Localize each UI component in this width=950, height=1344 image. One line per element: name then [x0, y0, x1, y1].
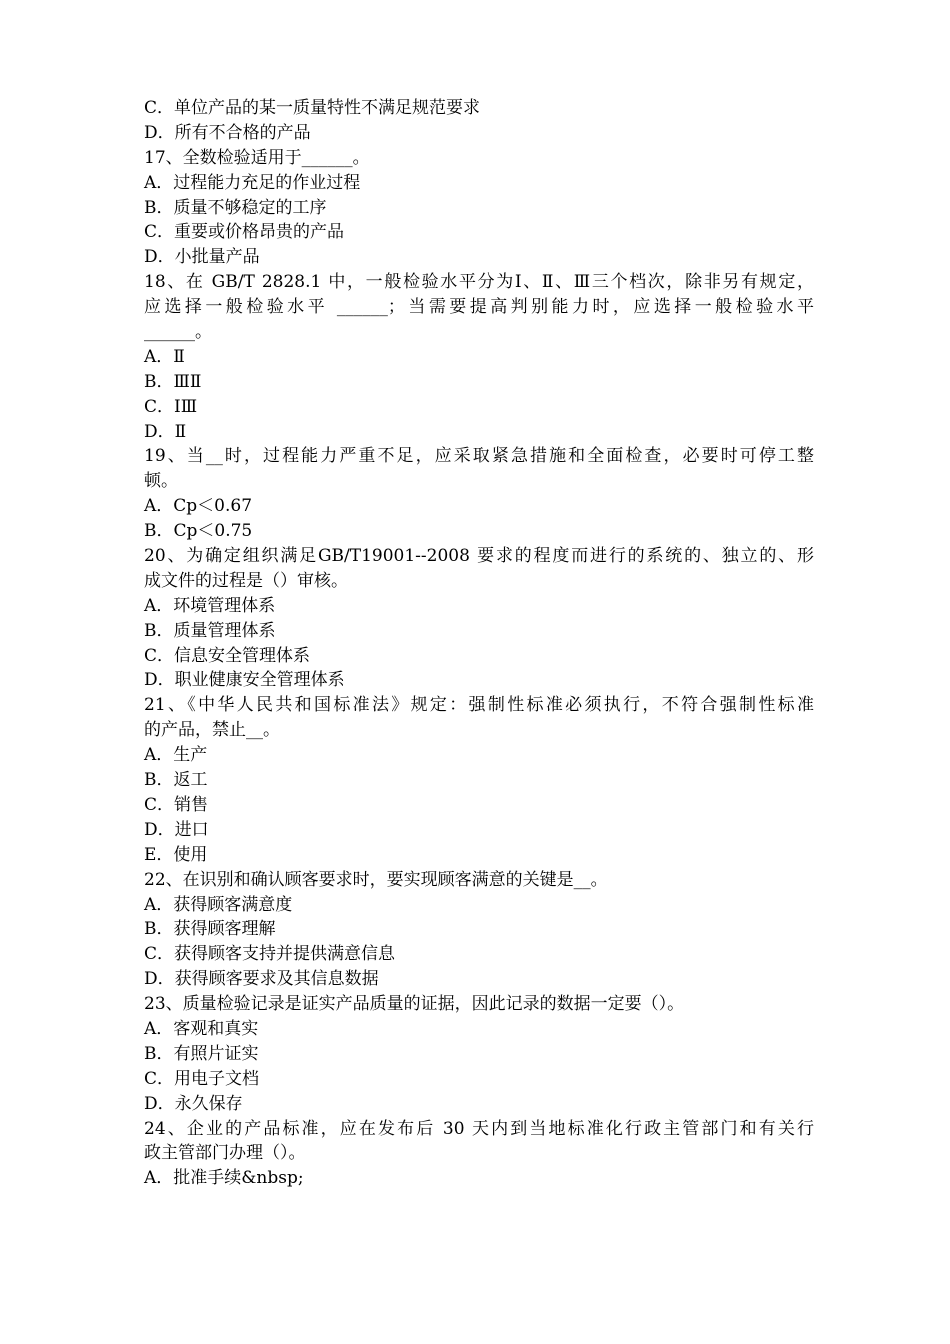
- option-text: C．获得顾客支持并提供满意信息: [144, 944, 396, 965]
- document-page: [144, 96, 814, 1191]
- option-text: A．客观和真实: [144, 1018, 259, 1039]
- option-text: B．质量不够稳定的工序: [144, 197, 327, 218]
- option-text: D．永久保存: [144, 1093, 243, 1114]
- question-text: 23、质量检验记录是证实产品质量的证据，因此记录的数据一定要（）。: [144, 994, 685, 1015]
- question-text: 20、为确定组织满足GB/T19001--2008 要求的程度而进行的系统的、独立的、形: [144, 546, 814, 567]
- question-text: 顿。: [144, 471, 178, 492]
- option-text: E．使用: [144, 844, 208, 865]
- option-text: D．Ⅱ: [144, 421, 187, 442]
- question-text: 22、在识别和确认顾客要求时，要实现顾客满意的关键是__。: [144, 869, 608, 890]
- option-text: D．进口: [144, 819, 209, 840]
- option-text: A．环境管理体系: [144, 595, 276, 616]
- option-text: A．Ⅱ: [144, 346, 185, 367]
- option-text: A．批准手续&nbsp;: [144, 1168, 304, 1189]
- option-text: B．ⅢⅡ: [144, 371, 202, 392]
- option-text: C．用电子文档: [144, 1068, 260, 1089]
- option-text: B．Cp＜0.75: [144, 521, 253, 542]
- question-text: 的产品，禁止__。: [144, 720, 280, 741]
- text-line: C．单位产品的某一质量特性不满足规范要求: [144, 98, 481, 118]
- option-text: D．获得顾客要求及其信息数据: [144, 969, 379, 990]
- option-text: B．获得顾客理解: [144, 919, 276, 940]
- question-text: 成文件的过程是（）审核。: [144, 570, 348, 591]
- option-text: B．返工: [144, 770, 208, 791]
- option-text: D．职业健康安全管理体系: [144, 670, 345, 691]
- question-text: ______。: [144, 322, 212, 343]
- option-text: A．获得顾客满意度: [144, 894, 293, 915]
- option-text: A．过程能力充足的作业过程: [144, 172, 361, 193]
- option-text: D．小批量产品: [144, 247, 260, 268]
- question-text: 17、全数检验适用于______。: [144, 147, 370, 168]
- question-text: 24、企业的产品标准，应在发布后 30 天内到当地标准化行政主管部门和有关行: [144, 1118, 814, 1139]
- question-text: 应选择一般检验水平 ______；当需要提高判别能力时，应选择一般检验水平: [144, 297, 814, 318]
- option-text: A．Cp＜0.67: [144, 496, 253, 517]
- option-text: C．ⅠⅢ: [144, 396, 198, 417]
- option-text: C．信息安全管理体系: [144, 645, 311, 666]
- option-text: B．有照片证实: [144, 1043, 259, 1064]
- option-text: A．生产: [144, 745, 208, 766]
- question-text: 19、当__时，过程能力严重不足，应采取紧急措施和全面检查，必要时可停工整: [144, 446, 814, 467]
- question-text: 18、在 GB/T 2828.1 中，一般检验水平分为Ⅰ、Ⅱ、Ⅲ三个档次，除非另有规定，: [144, 272, 814, 293]
- option-text: B．质量管理体系: [144, 620, 276, 641]
- option-text: C．销售: [144, 794, 209, 815]
- text-line: D．所有不合格的产品: [144, 122, 311, 143]
- question-text: 21、《中华人民共和国标准法》规定：强制性标准必须执行，不符合强制性标准: [144, 695, 814, 716]
- question-text: 政主管部门办理（）。: [144, 1143, 306, 1164]
- option-text: C．重要或价格昂贵的产品: [144, 222, 345, 243]
